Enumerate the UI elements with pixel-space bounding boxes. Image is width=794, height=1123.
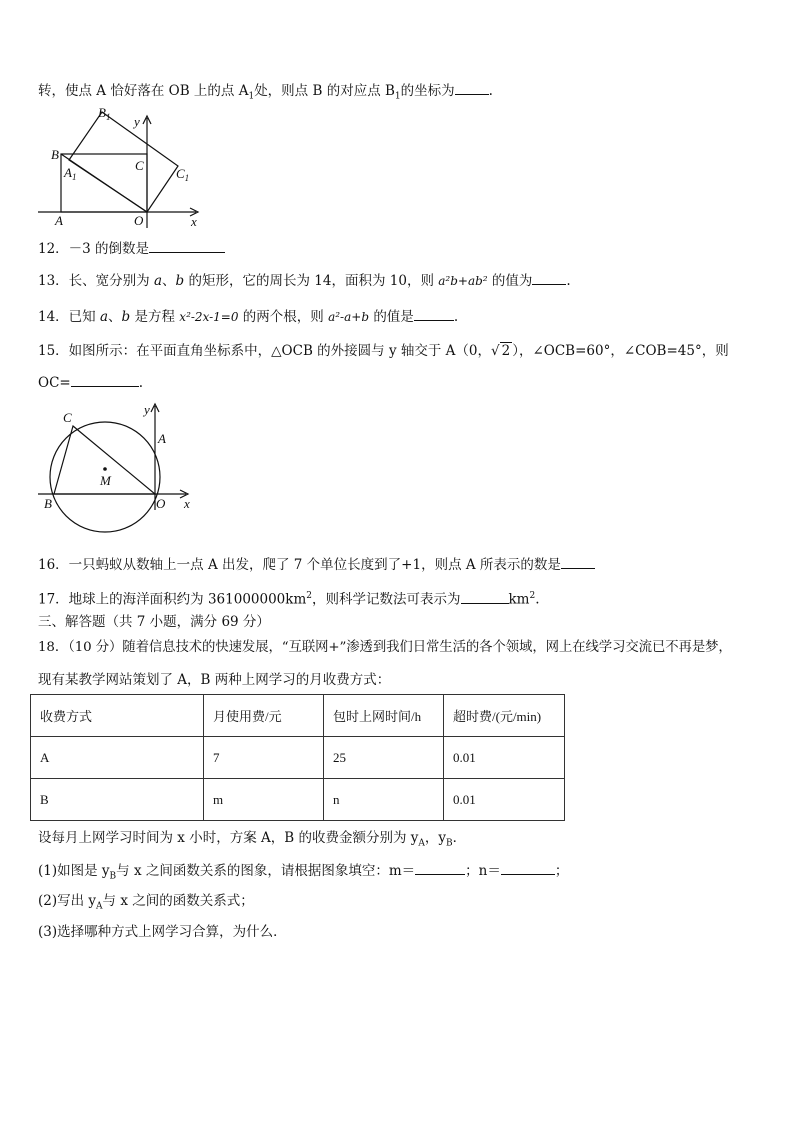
- q14-var-a: a: [99, 309, 109, 325]
- fig2-label-A: A: [158, 431, 166, 446]
- q14-period: .: [453, 309, 459, 325]
- q12-line: [38, 238, 225, 259]
- q18-line-1: [38, 638, 732, 658]
- q14-var-b: b: [121, 309, 131, 325]
- q16-line: [38, 554, 595, 575]
- q15-text-1: 15．如图所示：在平面直角坐标系中，△OCB 的外接圆与 y 轴交于 A（0，: [38, 343, 492, 359]
- table-row: [31, 737, 565, 779]
- q13-text-1: 13．长、宽分别为: [38, 273, 150, 289]
- q18-desc-text-1: 设每月上网学习时间为 x 小时，方案 A，B 的收费金额分别为 y: [38, 830, 419, 846]
- q18-part-1: [38, 860, 568, 887]
- q14-equation: x²-2x-1=0: [179, 310, 239, 324]
- q18-desc-text-3: ．: [452, 830, 467, 846]
- table-cell: n: [324, 779, 444, 821]
- q13-sep: 、: [162, 273, 176, 289]
- q18-p1-text-1: (1)如图是 y: [38, 863, 110, 879]
- q18-p2-sub: A: [96, 901, 103, 912]
- q13-var-a: a: [153, 273, 163, 289]
- q17-unit: km: [508, 591, 530, 608]
- fee-table-header: 收费方式: [31, 695, 204, 737]
- q18-p2-text-1: (2)写出 y: [38, 893, 97, 909]
- q18-desc-sub-a: A: [418, 838, 425, 849]
- q14-sep: 、: [108, 309, 122, 325]
- q18-desc-sub-b: B: [446, 838, 453, 849]
- q11-answer-blank[interactable]: [455, 80, 489, 95]
- fig2-label-y: y: [144, 402, 150, 417]
- q11-tail-line: [38, 80, 493, 107]
- fig1-rotated-rect: [69, 112, 178, 212]
- q14-text-1: 14．已知: [38, 309, 96, 325]
- q18-desc-text-2: ，y: [424, 830, 447, 846]
- q13-expression: a²b+ab²: [438, 274, 488, 288]
- q18-p1-text-4: ；: [554, 863, 569, 879]
- fee-table: [30, 694, 565, 821]
- q15-period: .: [138, 375, 144, 391]
- table-cell: 7: [204, 737, 324, 779]
- table-cell: 0.01: [444, 737, 565, 779]
- fig1-label-O: O: [134, 213, 144, 228]
- fig2-label-C: C: [63, 410, 72, 425]
- q11-text-3: 的坐标为: [400, 83, 455, 99]
- table-row: [31, 779, 565, 821]
- q18-p1-text-2: 与 x 之间函数关系的图象，请根据图象填空：m＝: [116, 863, 416, 879]
- q18-p3-text: (3)选择哪种方式上网学习合算，为什么．: [38, 924, 287, 940]
- fig2-center-dot: [103, 467, 107, 471]
- q13-text-2: 的矩形，它的周长为 14，面积为 10，则: [188, 273, 434, 289]
- fig1-label-y: y: [134, 114, 140, 129]
- fig2-label-O: O: [156, 496, 166, 511]
- q18-part-3: [38, 922, 287, 942]
- q15-line-1: [38, 341, 729, 361]
- fig2-label-M: M: [100, 473, 111, 488]
- fee-table-header: 超时费/(元/min): [444, 695, 565, 737]
- q14-answer-blank[interactable]: [414, 306, 454, 321]
- q17-answer-blank[interactable]: [461, 589, 509, 604]
- section-title: 三、解答题（共 7 小题，满分 69 分）: [38, 614, 270, 630]
- fig1-label-A1: $A_1$: [64, 165, 77, 182]
- fig1-label-C1: $C_1$: [176, 166, 190, 183]
- q15-answer-blank[interactable]: [71, 372, 139, 387]
- q12-answer-blank[interactable]: [149, 238, 225, 253]
- q13-text-3: 的值为: [491, 273, 533, 289]
- table-cell: 25: [324, 737, 444, 779]
- q14-expression: a²-a+b: [328, 310, 370, 324]
- q18-text-2: 现有某教学网站策划了 A，B 两种上网学习的月收费方式：: [38, 672, 391, 688]
- q11-period: .: [488, 83, 493, 99]
- q14-text-4: 的值是: [373, 309, 414, 325]
- q17-line: [38, 586, 540, 610]
- q17-sup-1: 2: [306, 591, 312, 601]
- q12-text: 12．－3 的倒数是: [38, 241, 150, 257]
- fig1-label-C: C: [135, 158, 144, 173]
- q13-var-b: b: [175, 273, 185, 289]
- q16-answer-blank[interactable]: [561, 554, 595, 569]
- fig1-label-B: B: [51, 147, 59, 162]
- q11-text-1: 转，使点 A 恰好落在 OB 上的点 A: [38, 83, 249, 99]
- q13-answer-blank[interactable]: [532, 270, 566, 285]
- figure-rectangle-rotation: [36, 104, 216, 232]
- fig1-label-x: x: [191, 214, 197, 229]
- q14-line: [38, 306, 458, 327]
- q18-m-answer-blank[interactable]: [415, 860, 465, 875]
- q18-description: [38, 828, 466, 854]
- q13-period: .: [566, 273, 571, 289]
- q15-line-2: [38, 372, 143, 393]
- fee-table-header-row: [31, 695, 565, 737]
- q17-sup-2: 2: [529, 591, 536, 601]
- fig1-label-A: A: [55, 213, 63, 228]
- q18-text-1: 18．（10 分）随着信息技术的快速发展，“互联网+”渗透到我们日常生活的各个领域，网上在线学习交流已不再是梦，: [38, 640, 732, 655]
- q15-sqrt: [491, 342, 512, 359]
- q11-text-2: 处，则点 B 的对应点 B: [254, 83, 395, 99]
- q16-text: 16．一只蚂蚁从数轴上一点 A 出发，爬了 7 个单位长度到了+1，则点 A 所表示的数是: [38, 557, 561, 573]
- q14-text-3: 的两个根，则: [242, 309, 324, 325]
- table-cell: A: [31, 737, 204, 779]
- table-cell: B: [31, 779, 204, 821]
- fig1-label-B1: $B_1$: [98, 105, 111, 122]
- q18-part-2: [38, 891, 254, 917]
- table-cell: m: [204, 779, 324, 821]
- q17-text-1: 17．地球上的海洋面积约为 361000000km: [38, 591, 307, 608]
- fee-table-header: 月使用费/元: [204, 695, 324, 737]
- q18-p2-text-2: 与 x 之间的函数关系式；: [102, 893, 254, 909]
- table-cell: 0.01: [444, 779, 565, 821]
- section-heading: [38, 612, 270, 632]
- q15-sqrt-value: 2: [501, 343, 511, 359]
- q15-text-3: OC=: [38, 375, 71, 391]
- q15-sqrt-symbol: √: [491, 343, 500, 359]
- q17-period: .: [535, 591, 540, 608]
- q11-sub-2: 1: [394, 91, 401, 102]
- q18-n-answer-blank[interactable]: [501, 860, 555, 875]
- q13-line: [38, 270, 571, 291]
- figure-circumcircle: [36, 402, 201, 514]
- q11-sub-1: 1: [248, 91, 255, 102]
- q14-text-2: 是方程: [134, 309, 175, 325]
- fig2-label-B: B: [44, 496, 52, 511]
- q18-p1-text-3: ；n＝: [465, 863, 501, 879]
- q18-p1-sub: B: [109, 871, 117, 882]
- fee-table-header: 包时上网时间/h: [324, 695, 444, 737]
- q17-text-2: ，则科学记数法可表示为: [312, 591, 461, 608]
- q15-text-2: ），∠OCB=60°，∠COB=45°，则: [512, 343, 729, 359]
- fig2-label-x: x: [184, 496, 190, 511]
- q18-line-2: [38, 670, 390, 690]
